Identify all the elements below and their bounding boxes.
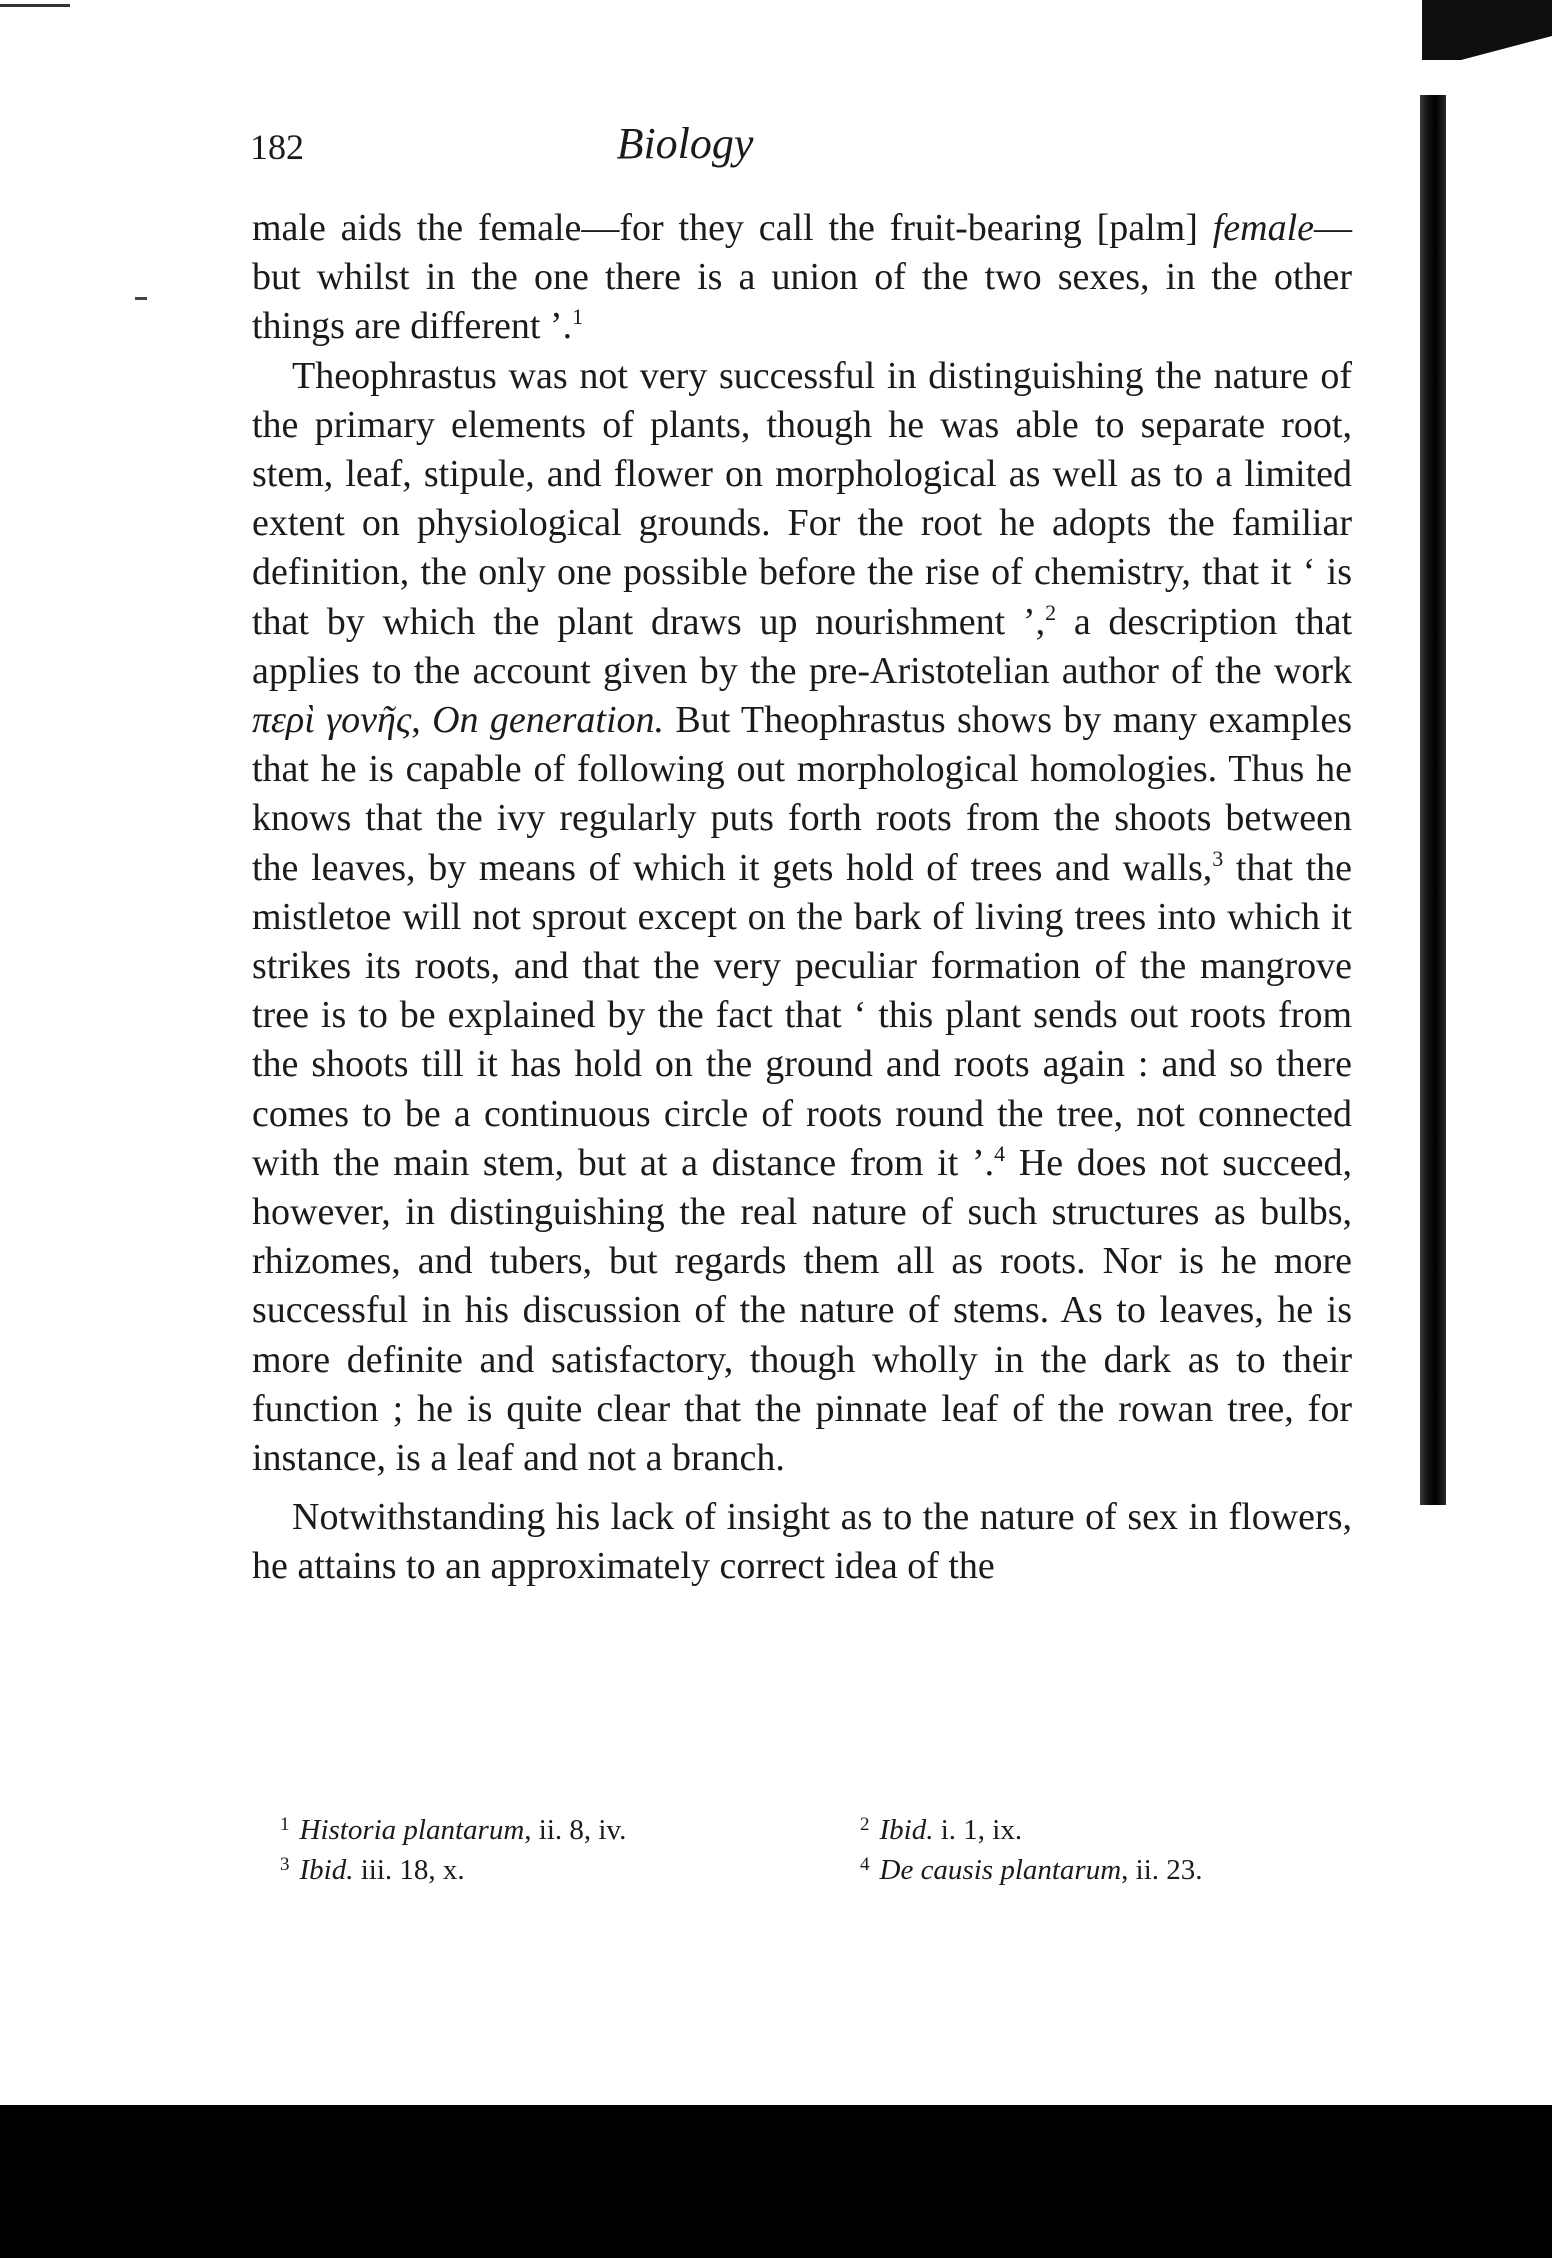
text-run: ,: [411, 699, 433, 742]
paragraph-2: [252, 352, 1352, 1484]
footnote-ref: , ii. 23.: [1121, 1854, 1203, 1886]
paragraph-3: [252, 1493, 1352, 1591]
italic-text: On generation.: [432, 699, 665, 742]
footnote-title: Historia plantarum: [299, 1814, 525, 1846]
text-run: that the mistletoe will not sprout except on the bark of living trees into which it strikes its roots, and that the very peculiar formation of the mangrove tree is to be explained by the fact that ‘ this plant sends out roots from the shoots till it has hold on the ground and roots again : and so there comes to be a continuous circle of roots round the tree, not connected with the main stem, but at a distance from it ’.: [252, 846, 1352, 1184]
footnote-number: 1: [280, 1814, 290, 1835]
text-run: male aids the female—for they call the fruit-bearing [palm]: [252, 207, 1213, 249]
footnote-4: [860, 1850, 1340, 1890]
footnote-title: Ibid.: [879, 1814, 934, 1846]
footnote-number: 2: [860, 1814, 870, 1835]
footnote-2: [860, 1810, 1340, 1850]
text-run: He does not succeed, however, in distinguishing the real nature of such structures as bulbs, rhizomes, and tubers, but regards them all as roots. Nor is he more successful in his discussion of the nature of stems. As to leaves, he is more definite and satisfactory, though wholly in the dark as to their function ; he is quite clear that the pinnate leaf of the rowan tree, for instance, is a leaf and not a branch.: [252, 1141, 1353, 1480]
scan-mark: [135, 297, 147, 300]
footnote-ref: iii. 18, x.: [353, 1854, 465, 1886]
footnote-1: [280, 1810, 820, 1850]
page-number: 182: [250, 127, 304, 167]
running-head: [250, 118, 1350, 178]
text-run: Notwithstanding his lack of insight as to the nature of sex in flowers, he attains to an approximately correct idea of the: [252, 1496, 1352, 1588]
text-run: Theophrastus was not very successful in distinguishing the nature of the primary elements of plants, though he was able to separate root, stem, leaf, stipule, and flower on morphological as well as to a limited extent on physiological grounds. For the root he adopts the familiar definition, the only one possible before the rise of chemistry, that it ‘ is that by which the plant draws up nourishment ’,: [252, 354, 1352, 643]
footnotes: [280, 1810, 1340, 1890]
text-run: a description that applies to the account given by the pre-Aristotelian author of the work: [252, 600, 1352, 692]
footnote-ref: i. 1, ix.: [933, 1814, 1023, 1846]
footnote-number: 4: [860, 1854, 870, 1875]
footnote-row: [280, 1850, 1340, 1890]
running-title: Biology: [616, 119, 754, 168]
body-text: [252, 204, 1352, 1592]
scan-right-edge-shadow: [1416, 0, 1552, 1510]
book-gutter-shadow: [1420, 95, 1446, 1505]
scan-bottom-shadow: [0, 2105, 1552, 2258]
footnote-title: De causis plantarum: [879, 1854, 1122, 1886]
text-run: —but whilst in the one there is a union of the two sexes, in the other things are different ’.: [252, 207, 1352, 348]
footnote-3: [280, 1850, 820, 1890]
footnote-marker: 3: [1212, 845, 1224, 871]
footnote-number: 3: [280, 1854, 290, 1875]
footnote-ref: , ii. 8, iv.: [524, 1814, 627, 1846]
footnote-title: Ibid.: [299, 1854, 354, 1886]
scan-edge-line: [0, 4, 70, 7]
footnote-row: [280, 1810, 1340, 1850]
paragraph-1: [252, 204, 1352, 352]
footnote-marker: 4: [994, 1140, 1006, 1166]
footnote-marker: 1: [572, 304, 584, 330]
greek-title: περὶ γονῆς: [252, 699, 412, 742]
scan-corner-shadow: [1422, 0, 1552, 60]
italic-text: female: [1212, 207, 1314, 249]
footnote-marker: 2: [1045, 599, 1057, 625]
text-run: But Theophrastus shows by many examples that he is capable of following out morphological homologies. Thus he knows that the ivy regularly puts forth roots from the shoots between the leaves, by means of which it gets hold of trees and walls,: [252, 699, 1352, 889]
